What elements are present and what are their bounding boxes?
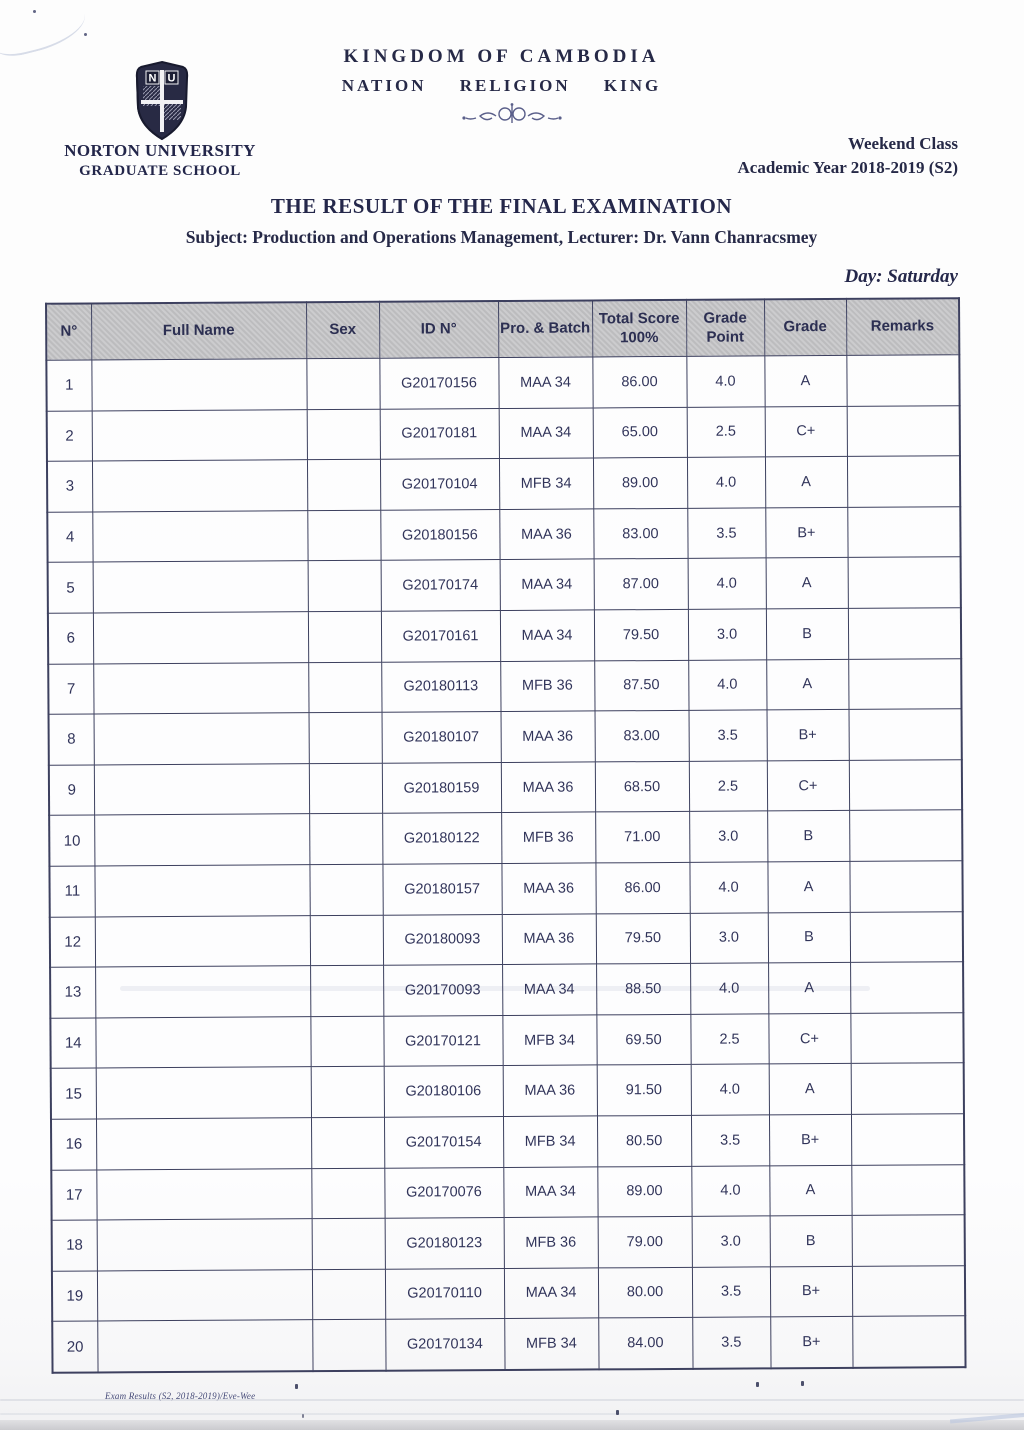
pro-batch-cell: MFB 34 xyxy=(503,1116,597,1167)
id-cell: G20170110 xyxy=(385,1268,504,1319)
table-header-row xyxy=(46,298,959,360)
id-cell: G20170156 xyxy=(379,358,498,409)
pro-batch-cell: MFB 36 xyxy=(501,812,595,863)
full-name-cell xyxy=(97,1320,312,1372)
full-name-cell xyxy=(94,713,309,765)
subject-line: Subject: Production and Operations Management, Lecturer: Dr. Vann Chanracsmey xyxy=(185,227,818,247)
full-name-cell xyxy=(96,1067,311,1119)
remarks-cell xyxy=(851,1114,964,1165)
grade-point-cell: 3.0 xyxy=(688,609,766,660)
sex-cell xyxy=(312,1320,385,1372)
pro-batch-cell: MAA 34 xyxy=(500,610,594,661)
col-header-grade-point: Grade Point xyxy=(686,299,764,356)
grade-cell: A xyxy=(766,558,848,609)
full-name-cell xyxy=(95,1016,310,1068)
table-row xyxy=(46,355,959,411)
remarks-cell xyxy=(852,1316,965,1368)
total-score-cell: 86.00 xyxy=(595,862,689,913)
full-name-cell xyxy=(94,814,309,866)
id-cell: G20180113 xyxy=(381,661,500,712)
grade-cell: B+ xyxy=(770,1266,852,1317)
total-score-cell: 91.50 xyxy=(597,1065,691,1116)
total-score-cell: 87.00 xyxy=(594,559,688,610)
row-number-cell: 9 xyxy=(49,765,94,816)
total-score-cell: 87.50 xyxy=(594,660,688,711)
scan-mark xyxy=(756,1382,759,1387)
col-header-pro-batch: Pro. & Batch xyxy=(498,300,592,357)
sex-cell xyxy=(310,1016,383,1067)
row-number-cell: 7 xyxy=(48,664,93,715)
id-cell: G20170121 xyxy=(383,1015,502,1066)
grade-point-cell: 3.0 xyxy=(692,1216,770,1267)
col-header-grade: Grade xyxy=(764,299,846,356)
row-number-cell: 4 xyxy=(47,512,92,563)
total-score-cell: 79.50 xyxy=(594,609,688,660)
sex-cell xyxy=(309,712,382,763)
academic-year: Academic Year 2018-2019 (S2) xyxy=(737,158,958,177)
id-cell: G20180156 xyxy=(380,509,499,560)
results-table xyxy=(45,297,967,1373)
total-score-cell: 80.00 xyxy=(598,1267,692,1318)
total-score-cell: 84.00 xyxy=(598,1318,692,1370)
remarks-cell xyxy=(851,1063,964,1114)
table-row xyxy=(51,1164,964,1220)
footer-note: Exam Results (S2, 2018-2019)/Eve-Wee xyxy=(105,1391,256,1401)
col-header-sex: Sex xyxy=(306,302,379,359)
remarks-cell xyxy=(852,1215,965,1266)
full-name-cell xyxy=(95,966,310,1018)
total-score-cell: 89.00 xyxy=(597,1166,691,1217)
row-number-cell: 14 xyxy=(50,1018,95,1069)
pro-batch-cell: MFB 36 xyxy=(504,1217,598,1268)
table-row xyxy=(52,1265,965,1321)
full-name-cell xyxy=(94,763,309,815)
row-number-cell: 19 xyxy=(52,1271,97,1322)
grade-point-cell: 4.0 xyxy=(690,963,768,1014)
remarks-cell xyxy=(852,1265,965,1316)
sex-cell xyxy=(311,1117,384,1168)
grade-point-cell: 4.0 xyxy=(688,659,766,710)
total-score-cell: 86.00 xyxy=(592,356,686,407)
col-header-full-name: Full Name xyxy=(91,302,306,360)
table-row xyxy=(47,506,960,562)
full-name-cell xyxy=(92,460,307,512)
day-label: Day: Saturday xyxy=(844,266,958,287)
table-row xyxy=(47,456,960,512)
table-row xyxy=(52,1316,965,1373)
table-row xyxy=(49,759,962,815)
sex-cell xyxy=(307,459,380,510)
full-name-cell xyxy=(93,612,308,664)
full-name-cell xyxy=(96,1118,311,1170)
id-cell: G20170174 xyxy=(381,560,500,611)
full-name-cell xyxy=(97,1219,312,1271)
pro-batch-cell: MAA 36 xyxy=(503,1065,597,1116)
id-cell: G20180123 xyxy=(385,1218,504,1269)
table-row xyxy=(50,1012,963,1068)
col-header-remarks: Remarks xyxy=(846,298,959,355)
logo-letter-n: N xyxy=(148,72,157,85)
grade-cell: C+ xyxy=(768,1013,850,1064)
grade-cell: A xyxy=(766,659,848,710)
university-shield-logo xyxy=(133,60,191,142)
remarks-cell xyxy=(849,861,962,912)
full-name-cell xyxy=(91,359,306,411)
id-cell: G20180107 xyxy=(382,712,501,763)
grade-point-cell: 4.0 xyxy=(689,862,767,913)
sex-cell xyxy=(307,510,380,561)
results-table-wrap xyxy=(45,297,965,1373)
scan-line xyxy=(0,1399,1024,1401)
grade-cell: C+ xyxy=(767,760,849,811)
row-number-cell: 11 xyxy=(49,866,94,917)
sex-cell xyxy=(312,1269,385,1320)
remarks-cell xyxy=(848,608,961,659)
table-row xyxy=(48,608,961,664)
grade-cell: B xyxy=(770,1215,852,1266)
page-title: THE RESULT OF THE FINAL EXAMINATION xyxy=(270,194,733,218)
table-row xyxy=(49,709,962,765)
pro-batch-cell: MAA 34 xyxy=(499,408,593,459)
grade-cell: A xyxy=(769,1165,851,1216)
id-cell: G20180106 xyxy=(384,1066,503,1117)
sex-cell xyxy=(308,561,381,612)
sex-cell xyxy=(312,1218,385,1269)
total-score-cell: 79.00 xyxy=(598,1216,692,1267)
full-name-cell xyxy=(95,915,310,967)
full-name-cell xyxy=(93,662,308,714)
row-number-cell: 20 xyxy=(52,1321,97,1372)
row-number-cell: 18 xyxy=(52,1220,97,1271)
sex-cell xyxy=(310,915,383,966)
pro-batch-cell: MAA 36 xyxy=(502,913,596,964)
total-score-cell: 80.50 xyxy=(597,1115,691,1166)
row-number-cell: 6 xyxy=(48,613,93,664)
table-row xyxy=(48,658,961,714)
sex-cell xyxy=(308,662,381,713)
kingdom-heading: KINGDOM OF CAMBODIA xyxy=(343,46,660,67)
grade-point-cell: 4.0 xyxy=(686,356,764,407)
sex-cell xyxy=(309,864,382,915)
grade-point-cell: 2.5 xyxy=(687,406,765,457)
remarks-cell xyxy=(849,759,962,810)
scan-mark xyxy=(616,1410,619,1415)
grade-cell: B+ xyxy=(767,710,849,761)
scan-dot xyxy=(84,33,87,36)
id-cell: G20170093 xyxy=(383,965,502,1016)
table-row xyxy=(50,911,963,967)
pro-batch-cell: MAA 34 xyxy=(498,357,592,408)
row-number-cell: 16 xyxy=(51,1119,96,1170)
row-number-cell: 8 xyxy=(49,714,94,765)
sex-cell xyxy=(309,763,382,814)
row-number-cell: 10 xyxy=(49,815,94,866)
remarks-cell xyxy=(848,658,961,709)
pro-batch-cell: MAA 34 xyxy=(500,559,594,610)
grade-point-cell: 4.0 xyxy=(691,1064,769,1115)
grade-cell: B+ xyxy=(770,1317,852,1369)
id-cell: G20170134 xyxy=(385,1319,504,1371)
row-number-cell: 2 xyxy=(47,411,92,462)
university-name: NORTON UNIVERSITY xyxy=(64,141,256,160)
table-row xyxy=(47,405,960,461)
pro-batch-cell: MAA 34 xyxy=(503,1166,597,1217)
pro-batch-cell: MFB 34 xyxy=(502,1015,596,1066)
full-name-cell xyxy=(93,561,308,613)
grade-point-cell: 4.0 xyxy=(691,1165,769,1216)
school-name: GRADUATE SCHOOL xyxy=(79,163,241,179)
pro-batch-cell: MFB 36 xyxy=(500,661,594,712)
scan-mark xyxy=(302,1414,304,1418)
logo-letter-u: U xyxy=(167,72,176,85)
pro-batch-cell: MAA 34 xyxy=(502,964,596,1015)
grade-point-cell: 2.5 xyxy=(689,761,767,812)
grade-point-cell: 3.5 xyxy=(689,710,767,761)
row-number-cell: 3 xyxy=(47,461,92,512)
sex-cell xyxy=(308,611,381,662)
sex-cell xyxy=(306,358,379,409)
col-header-total-score: Total Score 100% xyxy=(592,300,686,357)
table-row xyxy=(50,962,963,1018)
sex-cell xyxy=(309,814,382,865)
scan-mark xyxy=(295,1384,298,1389)
total-score-cell: 71.00 xyxy=(595,812,689,863)
grade-point-cell: 3.0 xyxy=(689,811,767,862)
pro-batch-cell: MFB 34 xyxy=(504,1318,598,1370)
id-cell: G20180159 xyxy=(382,762,501,813)
row-number-cell: 5 xyxy=(48,562,93,613)
table-row xyxy=(49,861,962,917)
remarks-cell xyxy=(846,355,959,406)
grade-point-cell: 3.5 xyxy=(692,1317,770,1369)
pro-batch-cell: MAA 36 xyxy=(501,762,595,813)
grade-cell: C+ xyxy=(765,406,847,457)
remarks-cell xyxy=(849,709,962,760)
row-number-cell: 17 xyxy=(51,1169,96,1220)
remarks-cell xyxy=(849,810,962,861)
grade-cell: B+ xyxy=(765,507,847,558)
remarks-cell xyxy=(850,1012,963,1063)
grade-cell: A xyxy=(764,355,846,406)
pro-batch-cell: MAA 34 xyxy=(504,1268,598,1319)
row-number-cell: 13 xyxy=(50,967,95,1018)
class-type: Weekend Class xyxy=(847,134,958,153)
id-cell: G20180093 xyxy=(383,914,502,965)
id-cell: G20170161 xyxy=(381,610,500,661)
table-row xyxy=(48,557,961,613)
grade-point-cell: 3.0 xyxy=(690,912,768,963)
remarks-cell xyxy=(848,557,961,608)
grade-point-cell: 3.5 xyxy=(687,508,765,559)
row-number-cell: 15 xyxy=(51,1068,96,1119)
table-row xyxy=(49,810,962,866)
id-cell: G20180157 xyxy=(382,863,501,914)
id-cell: G20170154 xyxy=(384,1116,503,1167)
grade-point-cell: 3.5 xyxy=(691,1115,769,1166)
grade-cell: B xyxy=(767,811,849,862)
scan-line xyxy=(0,1413,1024,1415)
pro-batch-cell: MFB 34 xyxy=(499,458,593,509)
total-score-cell: 68.50 xyxy=(595,761,689,812)
remarks-cell xyxy=(847,506,960,557)
scan-dot xyxy=(33,10,36,13)
remarks-cell xyxy=(850,911,963,962)
scan-mark xyxy=(801,1381,804,1386)
id-cell: G20180122 xyxy=(382,813,501,864)
remarks-cell xyxy=(851,1164,964,1215)
id-cell: G20170181 xyxy=(380,408,499,459)
grade-cell: A xyxy=(768,963,850,1014)
total-score-cell: 88.50 xyxy=(596,963,690,1014)
pro-batch-cell: MAA 36 xyxy=(499,509,593,560)
grade-cell: A xyxy=(765,457,847,508)
full-name-cell xyxy=(92,510,307,562)
motto-heading: NATION RELIGION KING xyxy=(341,76,662,95)
id-cell: G20170076 xyxy=(384,1167,503,1218)
sex-cell xyxy=(307,409,380,460)
grade-cell: A xyxy=(767,861,849,912)
row-number-cell: 1 xyxy=(46,360,91,411)
scan-band xyxy=(0,1420,1024,1430)
col-header-no: N° xyxy=(46,304,91,361)
grade-point-cell: 4.0 xyxy=(687,457,765,508)
grade-point-cell: 2.5 xyxy=(690,1014,768,1065)
grade-point-cell: 3.5 xyxy=(692,1267,770,1318)
sex-cell xyxy=(310,965,383,1016)
remarks-cell xyxy=(847,405,960,456)
sex-cell xyxy=(311,1067,384,1118)
pro-batch-cell: MAA 36 xyxy=(501,863,595,914)
remarks-cell xyxy=(850,962,963,1013)
full-name-cell xyxy=(94,865,309,917)
grade-cell: B xyxy=(768,912,850,963)
grade-cell: B xyxy=(766,608,848,659)
id-cell: G20170104 xyxy=(380,459,499,510)
full-name-cell xyxy=(97,1269,312,1321)
pro-batch-cell: MAA 36 xyxy=(501,711,595,762)
total-score-cell: 83.00 xyxy=(595,711,689,762)
row-number-cell: 12 xyxy=(50,917,95,968)
remarks-cell xyxy=(847,456,960,507)
total-score-cell: 89.00 xyxy=(593,458,687,509)
total-score-cell: 79.50 xyxy=(596,913,690,964)
grade-cell: A xyxy=(769,1064,851,1115)
total-score-cell: 65.00 xyxy=(593,407,687,458)
sex-cell xyxy=(311,1168,384,1219)
col-header-id: ID N° xyxy=(379,301,498,358)
total-score-cell: 83.00 xyxy=(593,508,687,559)
table-row xyxy=(51,1063,964,1119)
total-score-cell: 69.50 xyxy=(596,1014,690,1065)
table-row xyxy=(52,1215,965,1271)
table-row xyxy=(51,1114,964,1170)
full-name-cell xyxy=(96,1168,311,1220)
grade-cell: B+ xyxy=(769,1114,851,1165)
full-name-cell xyxy=(92,409,307,461)
grade-point-cell: 4.0 xyxy=(688,558,766,609)
